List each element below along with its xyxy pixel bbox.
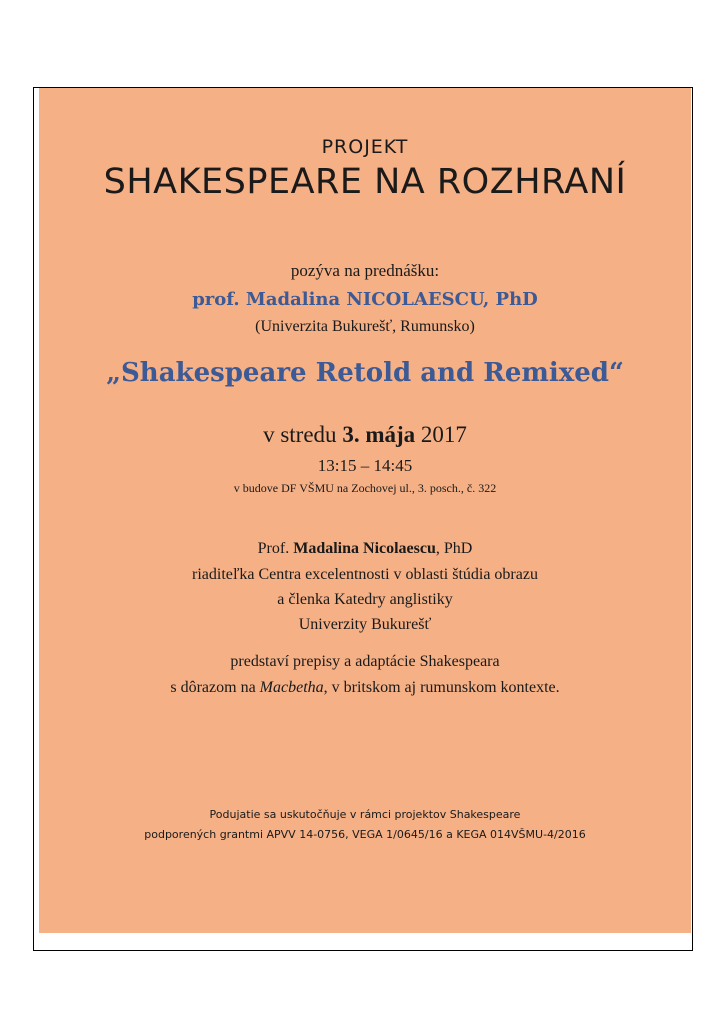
footer-line-1: Podujatie sa uskutočňuje v rámci projektov Shakespeare — [209, 808, 521, 821]
description-line-2 — [39, 679, 691, 697]
date-prefix: v stredu — [263, 422, 337, 447]
bio-department-line: a členka Katedry anglistiky — [277, 591, 453, 608]
bio-university-line: Univerzity Bukurešť — [298, 616, 432, 633]
bio-prefix: Prof. — [257, 540, 290, 557]
date-year: 2017 — [420, 422, 467, 447]
invitation-intro: pozýva na prednášku: — [290, 261, 440, 280]
project-title: SHAKESPEARE NA ROZHRANÍ — [103, 162, 627, 202]
lecture-time: 13:15 – 14:45 — [317, 456, 413, 475]
lecture-venue: v budove DF VŠMU na Zochovej ul., 3. posch., č. 322 — [233, 481, 497, 495]
project-label: PROJEKT — [321, 136, 409, 158]
description-italic: Macbetha — [259, 679, 324, 696]
bio-name: Madalina Nicolaescu — [293, 540, 436, 557]
description-prefix: s dôrazom na — [170, 679, 256, 696]
bio-role-line: riaditeľka Centra excelentnosti v oblasti štúdia obrazu — [192, 566, 538, 583]
bio-name-line — [39, 540, 691, 558]
bio-suffix: , PhD — [435, 540, 473, 557]
lecture-title: „Shakespeare Retold and Remixed“ — [106, 358, 624, 388]
poster — [39, 88, 691, 933]
lecture-date — [39, 422, 691, 448]
description-line-1: predstaví prepisy a adaptácie Shakespeara — [230, 653, 500, 670]
footer-line-2: podporených grantmi APVV 14-0756, VEGA 1/0645/16 a KEGA 014VŠMU-4/2016 — [144, 828, 586, 841]
speaker-affiliation: (Univerzita Bukurešť, Rumunsko) — [255, 318, 475, 335]
description-suffix: , v britskom aj rumunskom kontexte. — [323, 679, 560, 696]
date-day: 3. mája — [342, 422, 416, 447]
speaker-name: prof. Madalina NICOLAESCU, PhD — [192, 289, 538, 310]
